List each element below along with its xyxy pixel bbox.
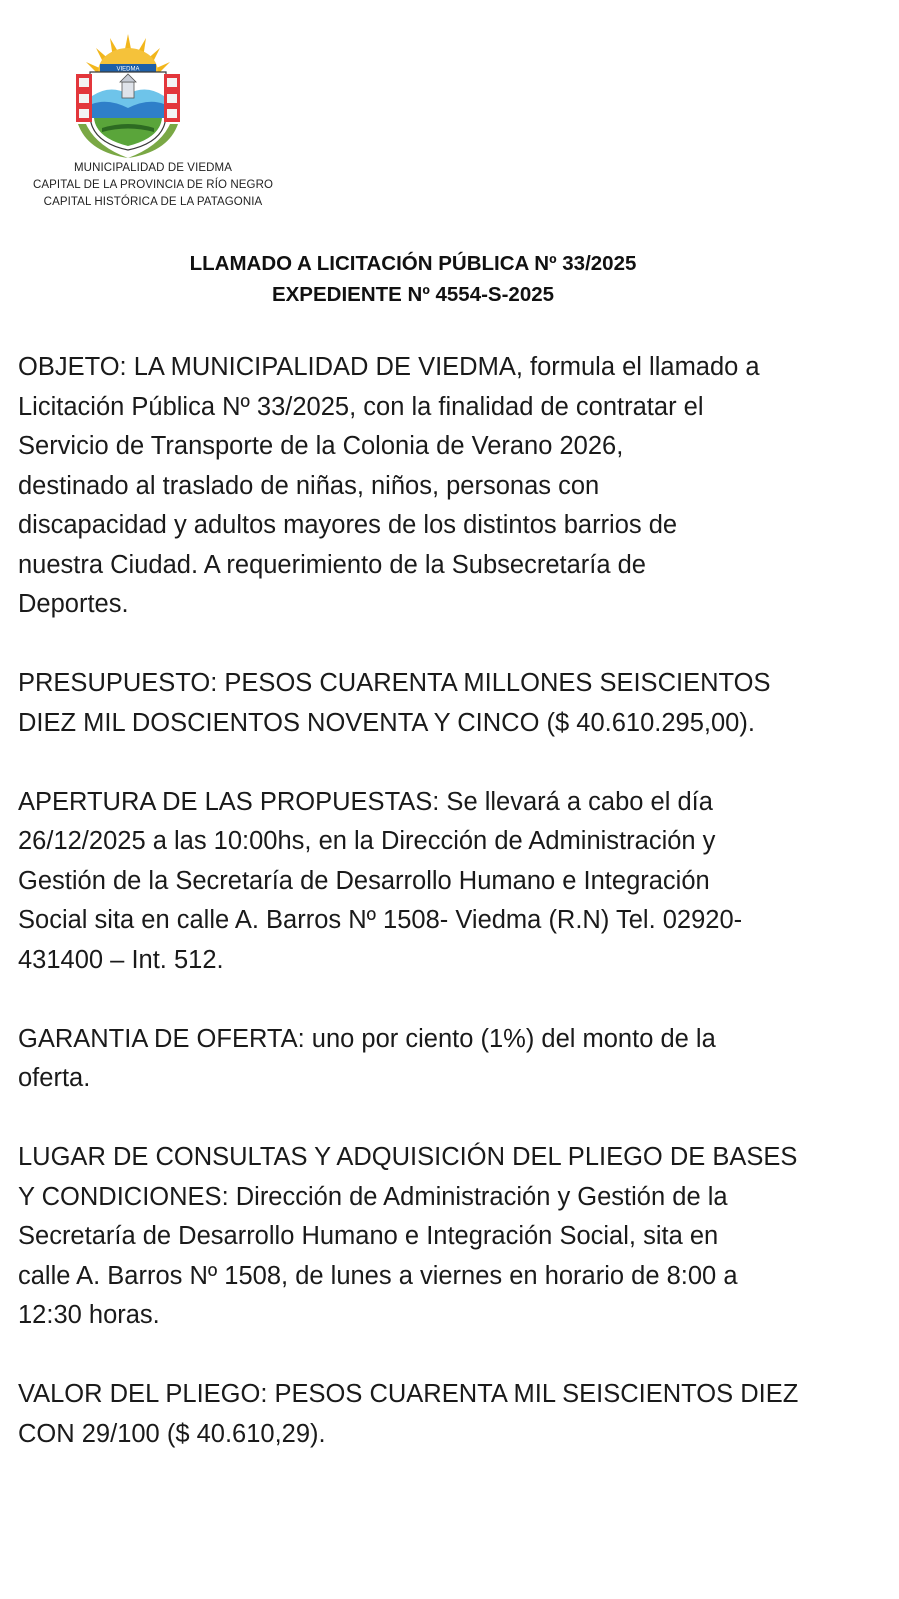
- document-body: [18, 348, 868, 1494]
- logo-banner-text: VIEDMA: [116, 66, 140, 73]
- text-line: LUGAR DE CONSULTAS Y ADQUISICIÓN DEL PLIEGO DE BASES: [18, 1143, 798, 1171]
- municipality-caption: [18, 160, 288, 211]
- patagonia-capital-line: CAPITAL HISTÓRICA DE LA PATAGONIA: [43, 196, 263, 208]
- tender-title: LLAMADO A LICITACIÓN PÚBLICA Nº 33/2025: [189, 252, 637, 275]
- text-line: OBJETO: LA MUNICIPALIDAD DE VIEDMA, formula el llamado a: [18, 353, 760, 381]
- paragraph-apertura: [18, 783, 868, 981]
- text-line: Deportes.: [18, 590, 129, 618]
- text-line: discapacidad y adultos mayores de los distintos barrios de: [18, 511, 678, 539]
- paragraph-lugar-consultas: [18, 1138, 868, 1336]
- text-line: GARANTIA DE OFERTA: uno por ciento (1%) del monto de la: [18, 1024, 716, 1053]
- text-line: nuestra Ciudad. A requerimiento de la Subsecretaría de: [18, 550, 646, 579]
- paragraph-garantia: [18, 1020, 868, 1099]
- document-title: [0, 248, 826, 310]
- paragraph-valor-pliego: [18, 1375, 868, 1454]
- text-line: Licitación Pública Nº 33/2025, con la finalidad de contratar el: [18, 392, 704, 421]
- text-line: DIEZ MIL DOSCIENTOS NOVENTA Y CINCO ($ 40.610.295,00).: [18, 708, 755, 737]
- text-line: 12:30 horas.: [18, 1301, 160, 1329]
- text-line: 26/12/2025 a las 10:00hs, en la Dirección de Administración y: [18, 827, 716, 855]
- text-line: calle A. Barros Nº 1508, de lunes a viernes en horario de 8:00 a: [18, 1261, 738, 1290]
- text-line: PRESUPUESTO: PESOS CUARENTA MILLONES SEISCIENTOS: [18, 669, 771, 697]
- paragraph-presupuesto: [18, 664, 868, 743]
- text-line: oferta.: [18, 1064, 91, 1092]
- text-line: CON 29/100 ($ 40.610,29).: [18, 1419, 326, 1448]
- province-capital-line: CAPITAL DE LA PROVINCIA DE RÍO NEGRO: [32, 179, 274, 191]
- text-line: APERTURA DE LAS PROPUESTAS: Se llevará a cabo el día: [18, 787, 713, 816]
- text-line: Secretaría de Desarrollo Humano e Integración Social, sita en: [18, 1222, 719, 1250]
- text-line: destinado al traslado de niñas, niños, personas con: [18, 471, 600, 500]
- municipal-coat-of-arms-logo: [58, 24, 198, 164]
- file-number: EXPEDIENTE Nº 4554-S-2025: [271, 283, 555, 306]
- text-line: 431400 – Int. 512.: [18, 945, 224, 974]
- municipality-name: MUNICIPALIDAD DE VIEDMA: [74, 162, 232, 174]
- document-header: [18, 18, 288, 218]
- text-line: Gestión de la Secretaría de Desarrollo Humano e Integración: [18, 866, 710, 895]
- paragraph-objeto: [18, 348, 868, 625]
- text-line: VALOR DEL PLIEGO: PESOS CUARENTA MIL SEISCIENTOS DIEZ: [18, 1380, 799, 1408]
- text-line: Social sita en calle A. Barros Nº 1508- Viedma (R.N) Tel. 02920-: [18, 906, 743, 934]
- text-line: Y CONDICIONES: Dirección de Administración y Gestión de la: [18, 1182, 728, 1211]
- text-line: Servicio de Transporte de la Colonia de Verano 2026,: [18, 432, 624, 460]
